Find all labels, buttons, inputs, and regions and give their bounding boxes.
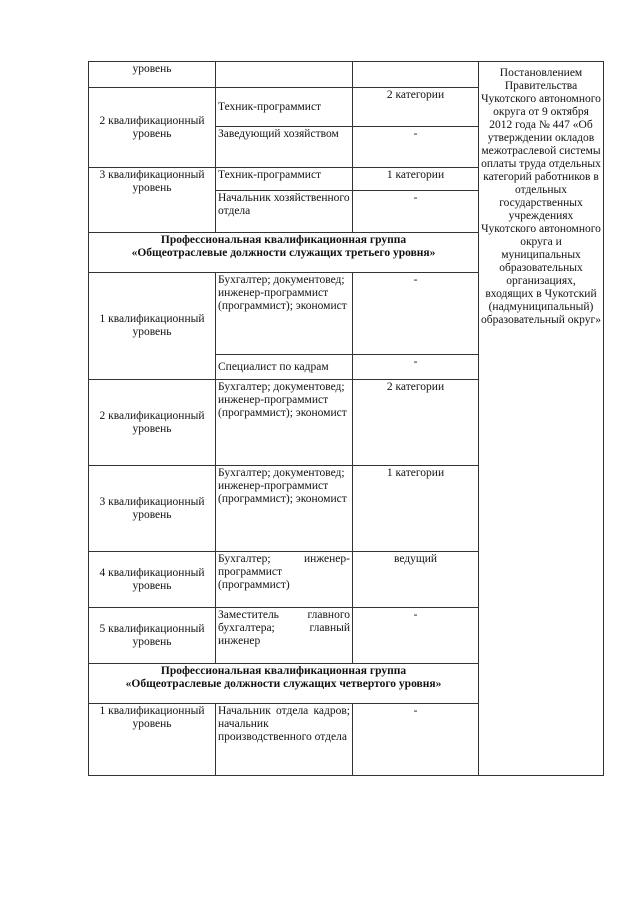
category-cell: - — [353, 608, 479, 664]
category-cell — [353, 62, 479, 88]
category-cell: - — [353, 273, 479, 355]
sidenote-text: Постановлением Правительства Чукотского автономного округа от 9 октября 2012 года № 447 «Об утверждении окладов межотраслевой системы оплаты труда отдельных категорий работников в отдельных государственных учреждениях Чукотского автономного округа и муниципальных образовательных организациях, входящих в Чукотский (надмуниципальный) образовательный округ» — [481, 67, 601, 326]
position-cell: Техник-программист — [216, 168, 353, 191]
level-cell: 2 квалификационный уровень — [89, 380, 216, 466]
level-cell: 4 квалификационный уровень — [89, 552, 216, 608]
category-cell: 1 категории — [353, 168, 479, 191]
position-cell: Бухгалтер; документовед; инженер-программист (программист); экономист — [216, 273, 353, 355]
level-cell: 1 квалификационный уровень — [89, 704, 216, 776]
salary-table — [88, 61, 604, 776]
position-cell: Начальник отдела кадров; начальник производственного отдела — [216, 704, 353, 776]
position-cell: Начальник хозяйственного отдела — [216, 191, 353, 233]
group-title: Профессиональная квалификационная группа — [160, 234, 407, 246]
group-subtitle: «Общеотраслевые должности служащих третьего уровня» — [131, 247, 436, 259]
position-cell: Бухгалтер; документовед; инженер-программист (программист); экономист — [216, 380, 353, 466]
level-cell: 3 квалификационный уровень — [89, 466, 216, 552]
category-cell: - — [353, 191, 479, 233]
category-cell: 2 категории — [353, 380, 479, 466]
level-cell: 5 квалификационный уровень — [89, 608, 216, 664]
category-cell: 2 категории — [353, 88, 479, 127]
group-header-fourth-level — [89, 664, 479, 704]
table-row — [89, 62, 604, 88]
position-cell: Специалист по кадрам — [216, 355, 353, 380]
category-cell: - — [353, 355, 479, 380]
position-cell — [216, 62, 353, 88]
group-subtitle: «Общеотраслевые должности служащих четвертого уровня» — [125, 678, 442, 690]
group-header-third-level — [89, 233, 479, 273]
position-cell: Техник-программист — [216, 88, 353, 127]
level-cell: уровень — [89, 62, 216, 88]
sidenote-cell — [479, 62, 604, 776]
position-cell: Заведующий хозяйством — [216, 127, 353, 168]
level-cell: 1 квалификационный уровень — [89, 273, 216, 380]
level-cell: 3 квалификационный уровень — [89, 168, 216, 233]
position-cell: Бухгалтер; инженер-программист (программист) — [216, 552, 353, 608]
category-cell: 1 категории — [353, 466, 479, 552]
category-cell: - — [353, 704, 479, 776]
position-cell: Бухгалтер; документовед; инженер-программист (программист); экономист — [216, 466, 353, 552]
position-cell: Заместитель главного бухгалтера; главный инженер — [216, 608, 353, 664]
group-title: Профессиональная квалификационная группа — [160, 665, 407, 677]
level-cell: 2 квалификационный уровень — [89, 88, 216, 168]
category-cell: - — [353, 127, 479, 168]
category-cell: ведущий — [353, 552, 479, 608]
